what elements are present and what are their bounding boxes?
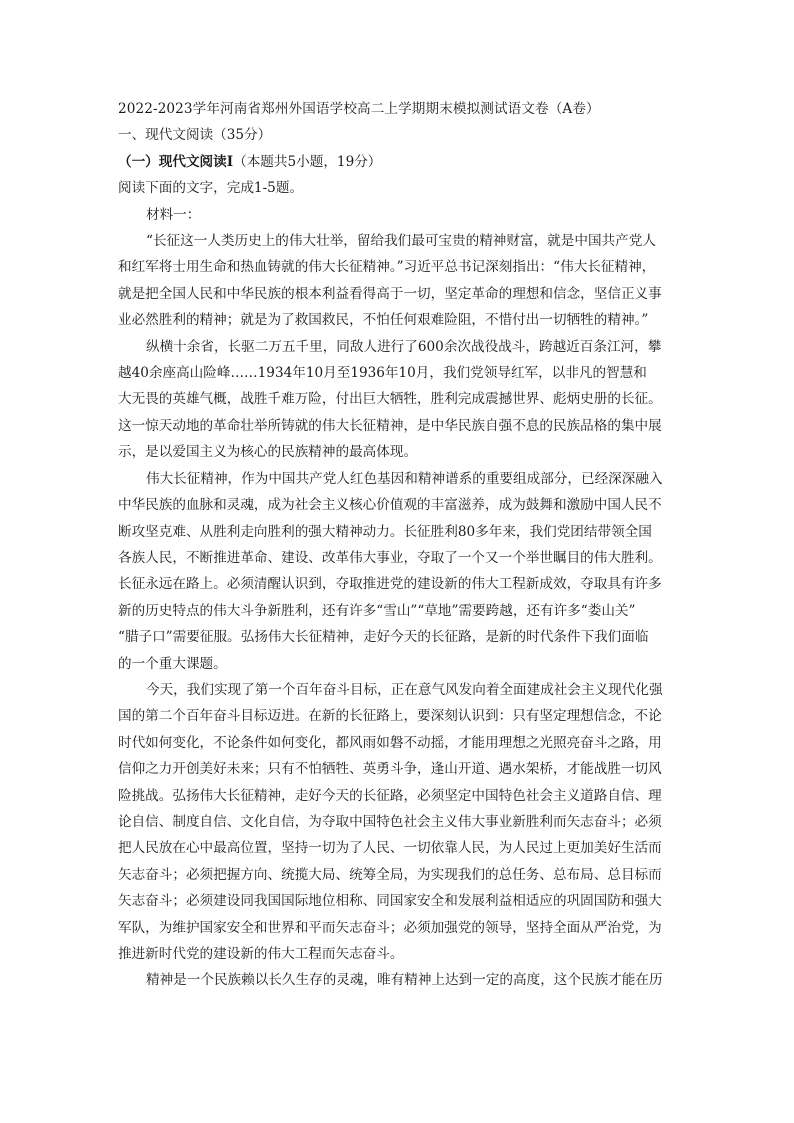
document-body bbox=[118, 96, 682, 994]
text-line: 伟大长征精神，作为中国共产党人红色基因和精神谱系的重要组成部分，已经深深融入 bbox=[146, 470, 663, 487]
subsection-heading-detail: （本题共5小题，19分） bbox=[233, 153, 382, 170]
text-line: 矢志奋斗；必须把握方向、统揽大局、统筹全局，为实现我们的总任务、总布局、总目标而 bbox=[118, 866, 662, 883]
text-line: 各族人民，不断推进革命、建设、改革伟大事业，夺取了一个又一个举世瞩目的伟大胜利。 bbox=[118, 549, 662, 566]
text-line: 越40余座高山险峰……1934年10月至1936年10月，我们党领导红军，以非凡的智慧和 bbox=[118, 365, 647, 382]
text-line: 论自信、制度自信、文化自信，为夺取中国特色社会主义伟大事业新胜利而矢志奋斗；必须 bbox=[118, 813, 662, 830]
text-line: 就是把全国人民和中华民族的根本利益看得高于一切，坚定革命的理想和信念，坚信正义事 bbox=[118, 285, 662, 302]
text-line: 断攻坚克难、从胜利走向胜利的强大精神动力。长征胜利80多年来，我们党团结带领全国 bbox=[118, 523, 652, 540]
text-line: “腊子口”需要征服。弘扬伟大长征精神，走好今天的长征路，是新的时代条件下我们面临 bbox=[118, 629, 649, 646]
instruction-text: 阅读下面的文字，完成1-5题。 bbox=[118, 180, 304, 197]
text-line: 纵横十余省，长驱二万五千里，同敌人进行了600余次战役战斗，跨越近百条江河，攀 bbox=[146, 338, 662, 355]
text-line: 军队，为维护国家安全和世界和平而矢志奋斗；必须加强党的领导，坚持全面从严治党，为 bbox=[118, 919, 662, 936]
text-line: 大无畏的英雄气概，战胜千难万险，付出巨大牺牲，胜利完成震撼世界、彪炳史册的长征。 bbox=[118, 391, 662, 408]
exam-title: 2022-2023学年河南省郑州外国语学校高二上学期期末模拟测试语文卷（A卷） bbox=[118, 101, 600, 117]
text-line: 时代如何变化，不论条件如何变化，都风雨如磐不动摇，才能用理想之光照亮奋斗之路，用 bbox=[118, 734, 662, 751]
section-heading: 一、现代文阅读（35分） bbox=[118, 127, 272, 144]
text-line: 长征永远在路上。必须清醒认识到，夺取推进党的建设新的伟大工程新成效，夺取具有许多 bbox=[118, 576, 662, 593]
subsection-heading bbox=[118, 149, 682, 175]
text-line: 精神是一个民族赖以长久生存的灵魂，唯有精神上达到一定的高度，这个民族才能在历 bbox=[146, 972, 663, 989]
subsection-heading-bold: （一）现代文阅读Ⅰ bbox=[118, 153, 234, 170]
text-line: 今天，我们实现了第一个百年奋斗目标，正在意气风发向着全面建成社会主义现代化强 bbox=[146, 681, 663, 698]
text-line: 示，是以爱国主义为核心的民族精神的最高体现。 bbox=[118, 444, 418, 461]
text-line: 的一个重大课题。 bbox=[118, 655, 227, 672]
text-line: 矢志奋斗；必须建设同我国国际地位相称、同国家安全和发展利益相适应的巩固国防和强大 bbox=[118, 893, 662, 910]
text-line: 推进新时代党的建设新的伟大工程而矢志奋斗。 bbox=[118, 946, 404, 962]
text-line: 国的第二个百年奋斗目标迈进。在新的长征路上，要深刻认识到：只有坚定理想信念，不论 bbox=[118, 708, 662, 725]
text-line: 中华民族的血脉和灵魂，成为社会主义核心价值观的丰富滋养，成为鼓舞和激励中国人民不 bbox=[118, 497, 662, 514]
text-line: 新的历史特点的伟大斗争新胜利，还有许多“雪山”“草地”需要跨越，还有许多“娄山关” bbox=[118, 602, 636, 619]
text-line: 把人民放在心中最高位置，坚持一切为了人民、一切依靠人民，为人民过上更加美好生活而 bbox=[118, 840, 662, 857]
text-line: 这一惊天动地的革命壮举所铸就的伟大长征精神，是中华民族自强不息的民族品格的集中展 bbox=[118, 417, 662, 434]
text-line: 险挑战。弘扬伟大长征精神，走好今天的长征路，必须坚定中国特色社会主义道路自信、理 bbox=[118, 787, 662, 804]
text-line: 业必然胜利的精神；就是为了救国救民，不怕任何艰难险阻，不惜付出一切牺牲的精神。” bbox=[118, 312, 649, 329]
material-label: 材料一： bbox=[146, 206, 201, 223]
text-line: “长征这一人类历史上的伟大壮举，留给我们最可宝贵的精神财富，就是中国共产党人 bbox=[146, 233, 656, 250]
text-line: 和红军将士用生命和热血铸就的伟大长征精神。”习近平总书记深刻指出：“伟大长征精神， bbox=[118, 259, 656, 276]
text-line: 信仰之力开创美好未来；只有不怕牺牲、英勇斗争，逢山开道、遇水架桥，才能战胜一切风 bbox=[118, 761, 662, 778]
